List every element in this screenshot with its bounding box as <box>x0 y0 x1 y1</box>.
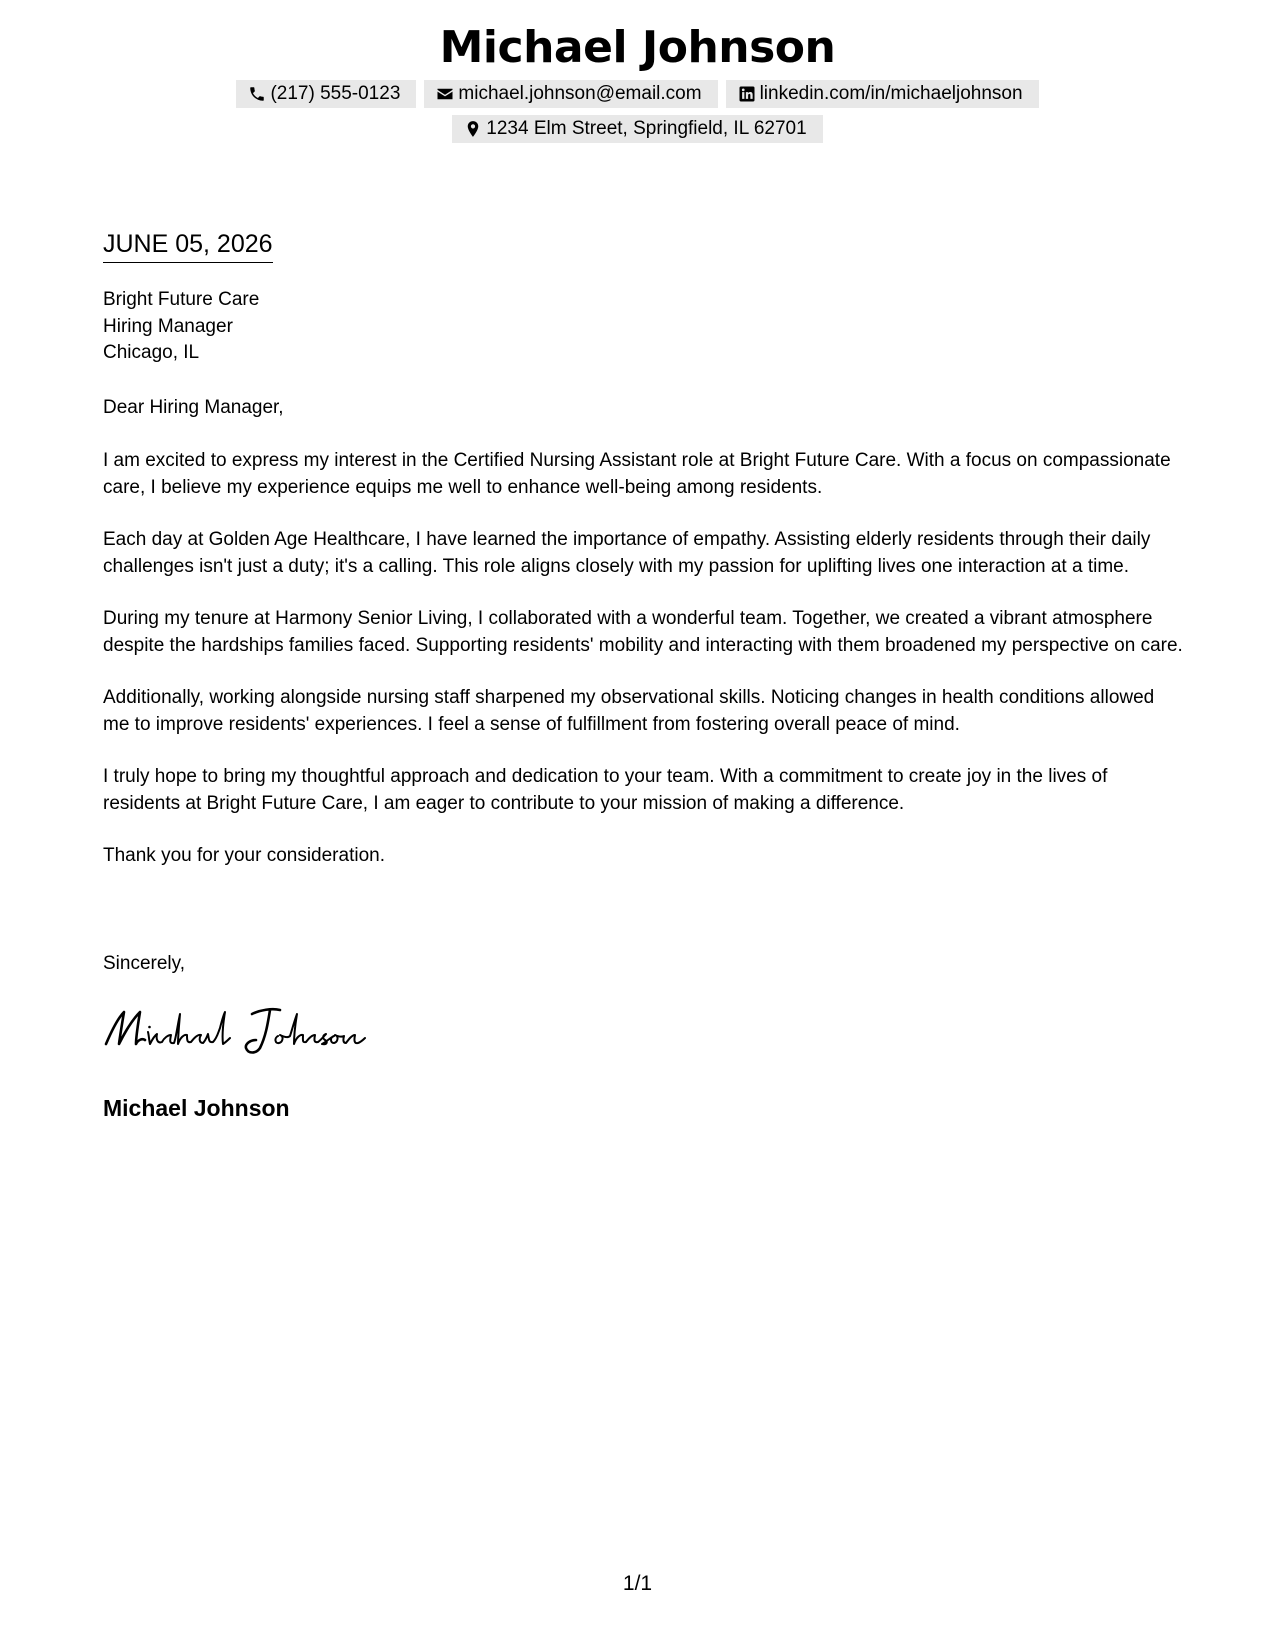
email-link[interactable]: michael.johnson@email.com <box>458 83 702 104</box>
phone-text: (217) 555-0123 <box>270 83 401 104</box>
body-paragraph: I truly hope to bring my thoughtful approach and dedication to your team. With a commitment to create joy in the lives of residents at Bright Future Care, I am eager to contribute to your mission of making a difference. <box>103 766 1108 814</box>
body-paragraph: During my tenure at Harmony Senior Living, I collaborated with a wonderful team. Together, we created a vibrant atmosphere despite the hardships families faced. Supporting residents' mobility and interacting with them broadened my perspective on care. <box>103 608 1183 656</box>
body-paragraph: I am excited to express my interest in the Certified Nursing Assistant role at Bright Future Care. With a focus on compassionate care, I believe my experience equips me well to enhance well-being among residents. <box>103 450 1171 498</box>
body-paragraph: Additionally, working alongside nursing staff sharpened my observational skills. Noticing changes in health conditions allowed me to improve residents' experiences. I feel a sense of fulfillment from fostering overall peace of mind. <box>103 687 1155 735</box>
closing-line: Sincerely, <box>103 953 186 974</box>
letter-date: JUNE 05, 2026 <box>103 228 273 263</box>
phone-icon <box>248 85 266 103</box>
salutation: Dear Hiring Manager, <box>103 397 284 418</box>
recipient-block <box>103 287 259 367</box>
recipient-title: Hiring Manager <box>103 315 233 337</box>
linkedin-chip[interactable] <box>726 80 1039 108</box>
linkedin-icon <box>738 85 756 103</box>
body-paragraph: Each day at Golden Age Healthcare, I have learned the importance of empathy. Assisting elderly residents through their daily challenges isn't just a duty; it's a calling. This role aligns closely with my passion for uplifting lives one interaction at a time. <box>103 529 1151 577</box>
address-chip <box>452 115 822 143</box>
contact-row-secondary <box>0 115 1275 143</box>
recipient-location: Chicago, IL <box>103 342 200 363</box>
signed-name: Michael Johnson <box>103 1095 290 1121</box>
letter-body <box>103 448 1183 896</box>
recipient-company: Bright Future Care <box>103 289 260 310</box>
handwritten-signature <box>102 1000 372 1060</box>
address-text: 1234 Elm Street, Springfield, IL 62701 <box>486 118 807 139</box>
envelope-icon <box>436 85 454 103</box>
phone-chip <box>236 80 416 108</box>
body-paragraph: Thank you for your consideration. <box>103 845 385 866</box>
email-chip[interactable] <box>424 80 717 108</box>
page-number: 1/1 <box>622 1572 653 1595</box>
linkedin-link[interactable]: linkedin.com/in/michaeljohnson <box>759 83 1023 104</box>
contact-row-primary <box>0 80 1275 108</box>
map-pin-icon <box>464 120 482 138</box>
applicant-name-heading: Michael Johnson <box>439 22 836 73</box>
